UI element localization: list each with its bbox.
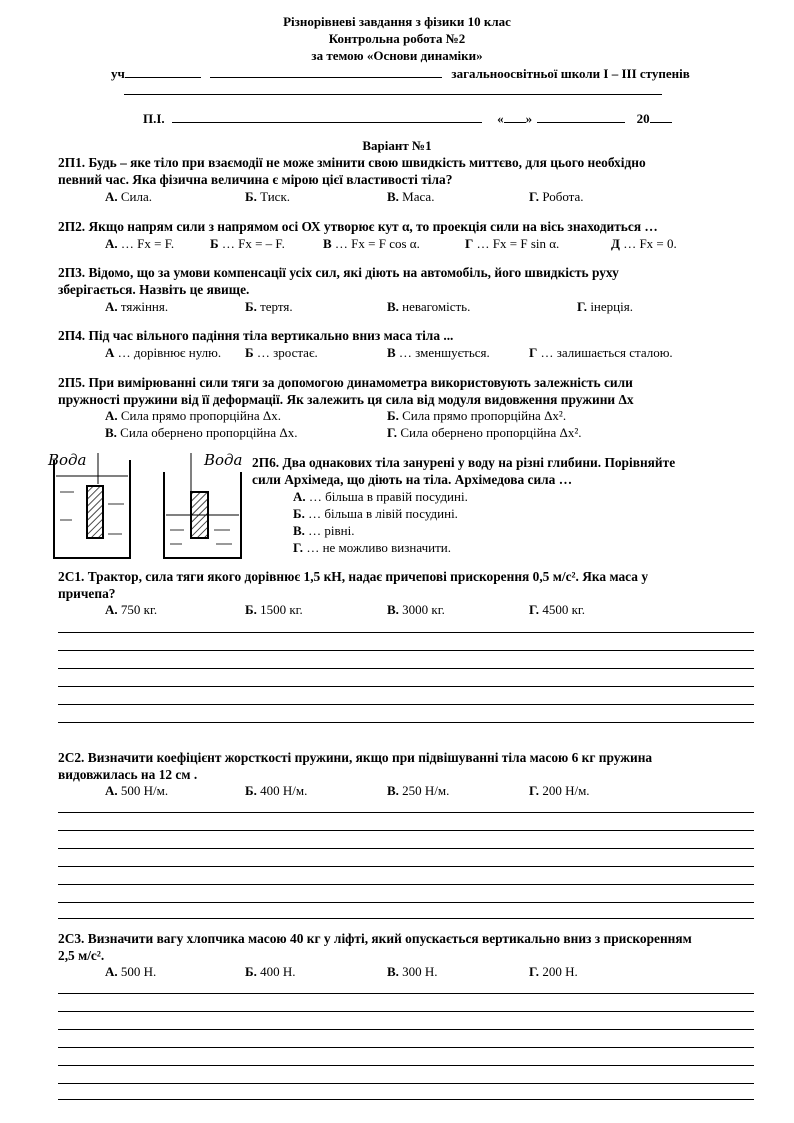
name-label: П.І. xyxy=(143,111,165,126)
option-d[interactable]: Г. 200 Н/м. xyxy=(529,783,590,798)
option-d[interactable]: Г … залишається сталою. xyxy=(529,345,673,360)
question-2p1 xyxy=(58,154,748,188)
option-a[interactable]: А. … Fx = F. xyxy=(105,236,175,251)
date-open-quote: « xyxy=(497,111,504,126)
question-2p4 xyxy=(58,327,748,344)
year-blank[interactable] xyxy=(650,110,672,123)
date-close-quote: » xyxy=(525,111,533,126)
question-text: видовжилась на 12 см . xyxy=(58,767,198,782)
option-d[interactable]: Г. інерція. xyxy=(577,299,633,314)
option-b[interactable]: Б … зростає. xyxy=(245,345,318,360)
option-b[interactable]: Б. тертя. xyxy=(245,299,293,314)
option-a[interactable]: А. Сила. xyxy=(105,189,153,204)
option-d[interactable]: Г. Робота. xyxy=(529,189,584,204)
option-d[interactable]: Г … Fx = F sin α. xyxy=(465,236,560,251)
question-2c2 xyxy=(58,749,748,783)
option-a[interactable]: А. 500 Н/м. xyxy=(105,783,169,798)
name-line xyxy=(143,110,672,127)
option-b[interactable]: Б. Сила прямо пропорційна Δx². xyxy=(387,408,567,423)
question-text: 2П4. Під час вільного падіння тіла вертикально вниз маса тіла ... xyxy=(58,328,454,343)
option-c[interactable]: В. 250 Н/м. xyxy=(387,783,450,798)
option-d[interactable]: Г. … не можливо визначити. xyxy=(293,540,451,555)
question-text: 2П2. Якщо напрям сили з напрямом осі ОХ утворює кут α, то проекція сили на вісь знаходиться … xyxy=(58,219,658,234)
question-text: 2П3. Відомо, що за умови компенсації усіх сил, які діють на автомобіль, його швидкість руху xyxy=(58,265,619,280)
question-text: 2П1. Будь – яке тіло при взаємодії не може змінити свою швидкість миттєво, для цього необхідно xyxy=(58,155,646,170)
question-2p6 xyxy=(252,454,752,488)
question-text: 2С1. Трактор, сила тяги якого дорівнює 1,5 кН, надає причепові прискорення 0,5 м/с². Яка маса у xyxy=(58,569,649,584)
option-c[interactable]: В. Маса. xyxy=(387,189,435,204)
water-label-right: Вода xyxy=(204,451,243,469)
question-text: пружності пружини від її деформації. Як залежить ця сила від модуля видовження пружини Δx xyxy=(58,392,634,407)
title-line-2: Контрольна робота №2 xyxy=(328,31,466,46)
option-a[interactable]: А. 750 кг. xyxy=(105,602,158,617)
school-suffix: загальноосвітньої школи І – ІІІ ступенів xyxy=(451,66,690,81)
option-b[interactable]: Б. 400 Н. xyxy=(245,964,296,979)
question-2p2 xyxy=(58,218,748,235)
question-text: 2С2. Визначити коефіцієнт жорсткості пружини, якщо при підвішуванні тіла масою 6 кг пружина xyxy=(58,750,653,765)
option-a[interactable]: А. Сила прямо пропорційна Δx. xyxy=(105,408,281,423)
option-c[interactable]: В. 300 Н. xyxy=(387,964,438,979)
question-text: 2С3. Визначити вагу хлопчика масою 40 кг у ліфті, який опускається вертикально вниз з прискоренням xyxy=(58,931,692,946)
school-line xyxy=(111,65,690,82)
option-c[interactable]: В … зменшується. xyxy=(387,345,490,360)
school-blank-1[interactable] xyxy=(125,65,201,78)
water-label-left: Вода xyxy=(48,451,87,469)
option-a[interactable]: А … дорівнює нулю. xyxy=(105,345,222,360)
question-text: 2П6. Два однакових тіла занурені у воду на різні глибини. Порівняйте xyxy=(252,455,676,470)
option-d[interactable]: Г. Сила обернено пропорційна Δx². xyxy=(387,425,582,440)
option-d[interactable]: Г. 4500 кг. xyxy=(529,602,585,617)
option-c[interactable]: В … Fx = F cos α. xyxy=(323,236,420,251)
question-text: 2,5 м/с². xyxy=(58,948,105,963)
option-a[interactable]: А. … більша в правій посудині. xyxy=(293,489,468,504)
name-blank[interactable] xyxy=(172,110,482,123)
school-blank-3[interactable] xyxy=(124,94,662,95)
question-2p3 xyxy=(58,264,748,298)
option-a[interactable]: А. 500 Н. xyxy=(105,964,157,979)
option-d[interactable]: Г. 200 Н. xyxy=(529,964,578,979)
school-blank-2[interactable] xyxy=(210,65,442,78)
variant-heading: Варіант №1 xyxy=(362,138,432,153)
option-c[interactable]: В. … рівні. xyxy=(293,523,355,538)
question-2c3 xyxy=(58,930,748,964)
option-a[interactable]: А. тяжіння. xyxy=(105,299,169,314)
year-prefix: 20 xyxy=(636,111,650,126)
school-prefix: уч xyxy=(111,66,125,81)
question-text: зберігається. Назвіть це явище. xyxy=(58,282,250,297)
option-b[interactable]: Б … Fx = – F. xyxy=(210,236,285,251)
option-b[interactable]: Б. 1500 кг. xyxy=(245,602,303,617)
option-c[interactable]: В. Сила обернено пропорційна Δx. xyxy=(105,425,298,440)
option-b[interactable]: Б. … більша в лівій посудині. xyxy=(293,506,458,521)
question-2p5 xyxy=(58,374,748,408)
day-blank[interactable] xyxy=(504,110,526,123)
question-text: 2П5. При вимірюванні сили тяги за допомогою динамометра використовують залежність сили xyxy=(58,375,633,390)
question-text: певний час. Яка фізична величина є мірою цієї властивості тіла? xyxy=(58,172,453,187)
month-blank[interactable] xyxy=(537,110,625,123)
option-b[interactable]: Б. 400 Н/м. xyxy=(245,783,308,798)
title-line-3: за темою «Основи динаміки» xyxy=(311,48,483,63)
archimedes-figure xyxy=(46,448,252,560)
question-2c1 xyxy=(58,568,748,602)
option-b[interactable]: Б. Тиск. xyxy=(245,189,291,204)
question-text: причепа? xyxy=(58,586,116,601)
option-c[interactable]: В. 3000 кг. xyxy=(387,602,445,617)
question-text: сили Архімеда, що діють на тіла. Архімедова сила … xyxy=(252,472,573,487)
option-c[interactable]: В. невагомість. xyxy=(387,299,471,314)
title-line-1: Різнорівневі завдання з фізики 10 клас xyxy=(283,14,511,29)
option-e[interactable]: Д … Fx = 0. xyxy=(611,236,677,251)
